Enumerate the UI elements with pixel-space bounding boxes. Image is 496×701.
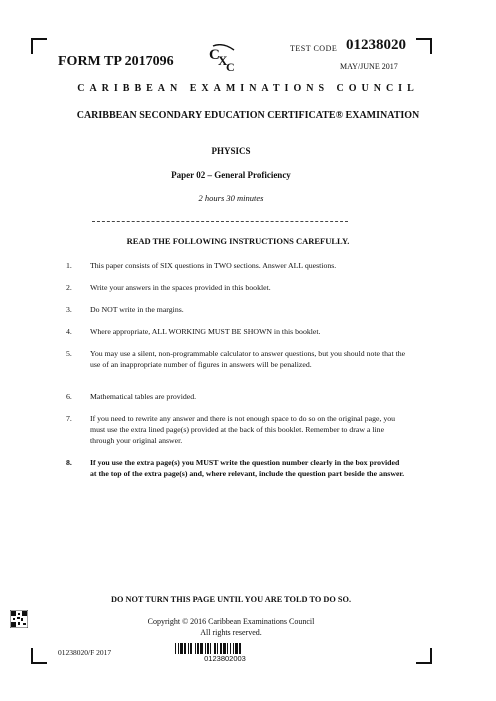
instruction-item <box>66 282 406 293</box>
instruction-item <box>66 326 406 337</box>
instruction-number: 1. <box>66 261 72 270</box>
test-code-label: TEST CODE <box>290 44 338 53</box>
instruction-number: 5. <box>66 349 72 358</box>
svg-text:C: C <box>209 47 220 63</box>
instruction-text: If you need to rewrite any answer and there is not enough space to do so on the original page, you must use the extra lined page(s) provided at the back of this booklet. Remember to draw a line through your original answer. <box>90 414 396 445</box>
svg-text:X: X <box>218 53 228 68</box>
test-code: 01238020 <box>346 37 406 53</box>
instruction-number: 3. <box>66 305 72 314</box>
instruction-item <box>66 304 406 315</box>
instruction-item <box>66 391 406 402</box>
svg-text:C: C <box>226 60 235 72</box>
exam-session: MAY/JUNE 2017 <box>340 62 398 71</box>
corner-mark-top-right <box>416 38 432 54</box>
instruction-text: Mathematical tables are provided. <box>90 392 197 401</box>
cxc-logo <box>207 44 239 72</box>
rights-line: All rights reserved. <box>200 628 262 637</box>
instruction-text: You may use a silent, non-programmable calculator to answer questions, but you should note that the use of an inappropriate number of figures in answers will be penalized. <box>90 349 406 369</box>
instruction-text: Do NOT write in the margins. <box>90 305 184 314</box>
barcode-number: 0123802003 <box>204 654 246 663</box>
instruction-item <box>66 413 406 446</box>
exam-duration: 2 hours 30 minutes <box>198 193 264 203</box>
instruction-item <box>66 457 406 479</box>
instruction-text: If you use the extra page(s) you MUST write the question number clearly in the box provided at the top of the extra page(s) and, where relevant, include the question part beside the answer. <box>90 458 405 478</box>
copyright-notice <box>0 616 462 638</box>
barcode-icon <box>175 643 275 654</box>
corner-mark-bottom-right <box>416 648 432 664</box>
instruction-number: 6. <box>66 392 72 401</box>
subject-title: PHYSICS <box>211 146 251 156</box>
instruction-number: 4. <box>66 327 72 336</box>
instructions-heading: READ THE FOLLOWING INSTRUCTIONS CAREFULLY. <box>126 236 350 246</box>
instruction-number: 8. <box>66 458 72 467</box>
instruction-item <box>66 348 406 370</box>
copyright-line: Copyright © 2016 Caribbean Examinations Council <box>147 617 315 626</box>
footer-code: 01238020/F 2017 <box>58 648 112 657</box>
corner-mark-top-left <box>31 38 47 54</box>
exam-title: CARIBBEAN SECONDARY EDUCATION CERTIFICATE® EXAMINATION <box>76 110 420 121</box>
form-number: FORM TP 2017096 <box>58 54 174 69</box>
instruction-number: 7. <box>66 414 72 423</box>
do-not-turn-notice: DO NOT TURN THIS PAGE UNTIL YOU ARE TOLD TO DO SO. <box>110 595 352 604</box>
council-name: CARIBBEAN EXAMINATIONS COUNCIL <box>77 83 419 94</box>
instruction-text: Write your answers in the spaces provided in this booklet. <box>90 283 271 292</box>
instruction-number: 2. <box>66 283 72 292</box>
paper-title: Paper 02 – General Proficiency <box>171 170 291 180</box>
instruction-text: Where appropriate, ALL WORKING MUST BE SHOWN in this booklet. <box>90 327 321 336</box>
corner-mark-bottom-left <box>31 648 47 664</box>
instruction-item <box>66 260 406 271</box>
instruction-text: This paper consists of SIX questions in TWO sections. Answer ALL questions. <box>90 261 337 270</box>
divider-line <box>92 221 348 222</box>
